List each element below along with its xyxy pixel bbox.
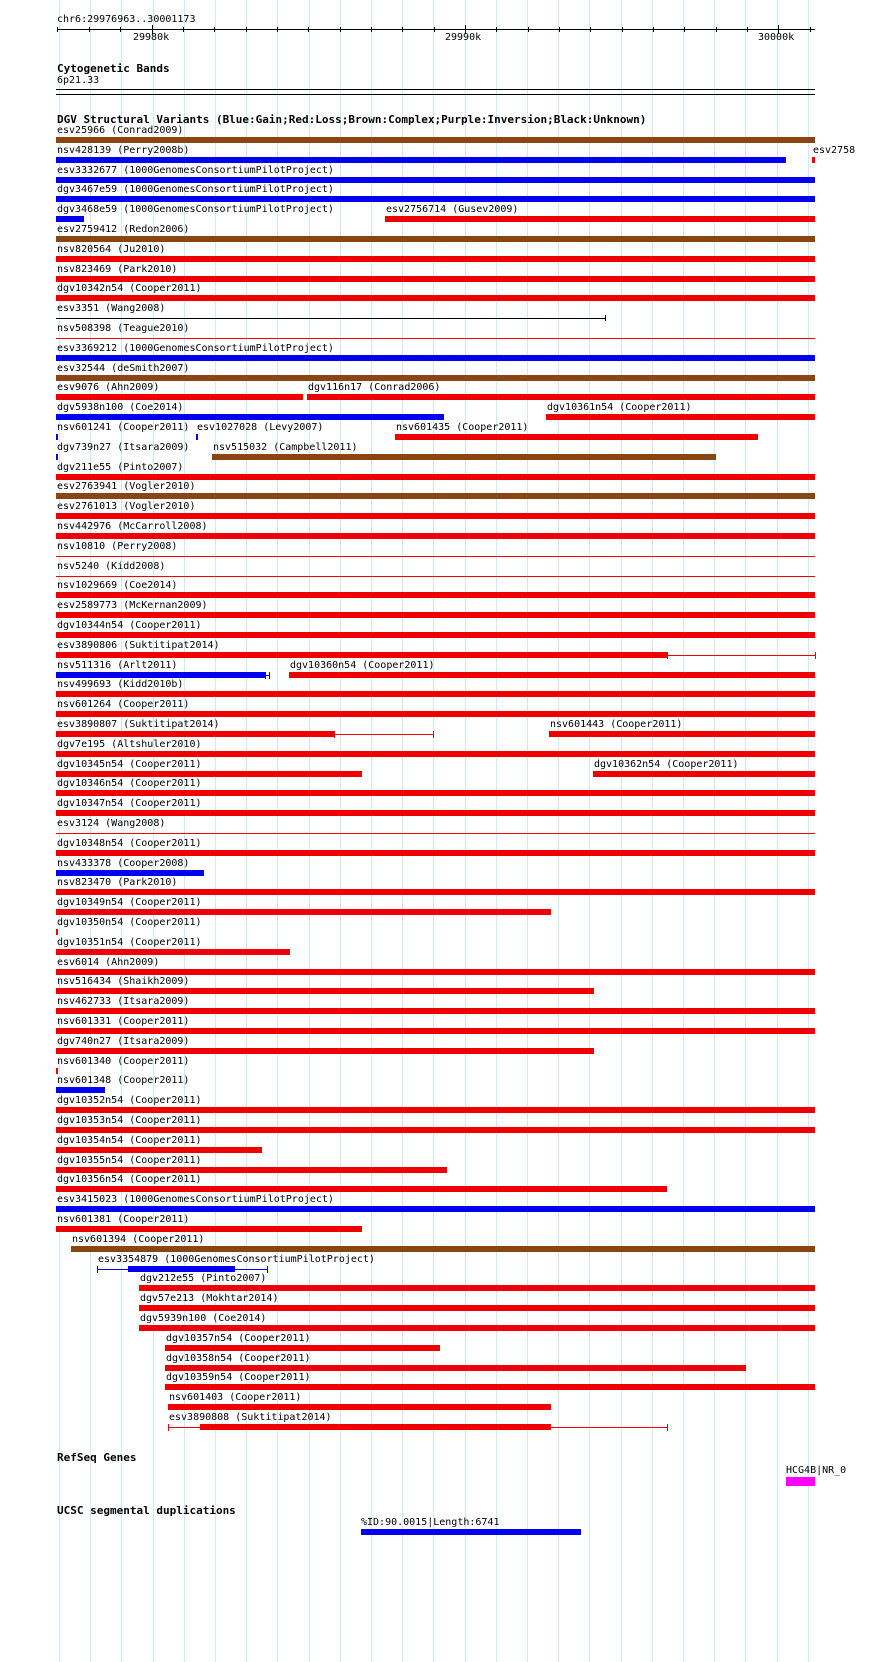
sv-feature-label[interactable]: nsv820564 (Ju2010) (57, 244, 166, 255)
ruler-tick (622, 27, 623, 32)
ruler-tick (120, 27, 121, 32)
sv-feature-bar[interactable] (56, 454, 58, 460)
ruler-tick (57, 27, 58, 32)
grid-line (589, 0, 590, 1662)
sv-feature-bar[interactable] (56, 196, 815, 202)
sv-feature-label[interactable]: nsv601443 (Cooper2011) (550, 719, 683, 730)
sv-feature-bar[interactable] (56, 276, 815, 282)
grid-line (527, 0, 528, 1662)
sv-feature-label[interactable]: nsv601403 (Cooper2011) (169, 1392, 302, 1403)
sv-feature-bar[interactable] (212, 454, 716, 460)
sv-feature-label[interactable]: nsv601348 (Cooper2011) (57, 1075, 190, 1086)
sv-feature-label[interactable]: esv3890808 (Suktitipat2014) (169, 1412, 332, 1423)
sv-feature-label[interactable]: dgv10352n54 (Cooper2011) (57, 1095, 202, 1106)
sv-feature-span[interactable] (667, 655, 815, 656)
sv-feature-bar[interactable] (56, 909, 551, 915)
ruler-tick (246, 27, 247, 32)
ruler-tick (402, 27, 403, 32)
sv-feature-label[interactable]: esv6014 (Ahn2009) (57, 957, 160, 968)
sv-feature-label[interactable]: nsv10810 (Perry2008) (57, 541, 178, 552)
sv-feature-bar[interactable] (56, 711, 815, 717)
sv-feature-label[interactable]: nsv499693 (Kidd2010b) (57, 679, 184, 690)
sv-feature-bar[interactable] (56, 157, 786, 163)
sv-feature-label[interactable]: nsv516434 (Shaikh2009) (57, 976, 190, 987)
sv-feature-bar[interactable] (395, 434, 758, 440)
sv-feature-bar[interactable] (56, 1087, 105, 1093)
sv-feature-bar[interactable] (593, 771, 815, 777)
sv-feature-bar[interactable] (139, 1305, 815, 1311)
sv-feature-label[interactable]: dgv10362n54 (Cooper2011) (594, 759, 739, 770)
refseq-gene-feature[interactable] (786, 1477, 815, 1486)
ruler-tick (559, 27, 560, 32)
sv-feature-bar[interactable] (56, 1206, 815, 1212)
sv-feature-bar[interactable] (71, 1246, 815, 1252)
sv-feature-cap (334, 731, 335, 738)
sv-feature-bar[interactable] (139, 1325, 815, 1331)
sv-feature-label[interactable]: nsv601241 (Cooper2011) (57, 422, 190, 433)
sv-feature-label[interactable]: dgv10358n54 (Cooper2011) (166, 1353, 311, 1364)
sv-feature-bar[interactable] (56, 338, 815, 339)
sv-feature-label[interactable]: esv2761013 (Vogler2010) (57, 501, 196, 512)
sv-feature-label[interactable]: esv2589773 (McKernan2009) (57, 600, 208, 611)
grid-line (777, 0, 778, 1662)
sv-feature-bar[interactable] (56, 1048, 594, 1054)
sv-feature-label[interactable]: nsv601381 (Cooper2011) (57, 1214, 190, 1225)
sv-feature-label[interactable]: nsv1029669 (Coe2014) (57, 580, 178, 591)
ruler-tick (308, 27, 309, 32)
sv-feature-label[interactable]: dgv5938n100 (Coe2014) (57, 402, 184, 413)
sv-feature-bar[interactable] (56, 513, 815, 519)
grid-line (371, 0, 372, 1662)
sv-feature-bar[interactable] (56, 731, 334, 737)
sv-feature-label[interactable]: dgv739n27 (Itsara2009) (57, 442, 190, 453)
sv-feature-label[interactable]: dgv10342n54 (Cooper2011) (57, 283, 202, 294)
sv-feature-label[interactable]: nsv511316 (Arlt2011) (57, 660, 178, 671)
sv-feature-label[interactable]: dgv10348n54 (Cooper2011) (57, 838, 202, 849)
sv-feature-label[interactable]: esv2759412 (Redon2006) (57, 224, 190, 235)
ruler-tick (214, 27, 215, 32)
ruler-tick (89, 27, 90, 32)
sv-feature-cap (168, 1424, 169, 1431)
sv-feature-label[interactable]: nsv601435 (Cooper2011) (396, 422, 529, 433)
sv-feature-bar[interactable] (56, 1068, 58, 1074)
sv-feature-bar[interactable] (56, 969, 815, 975)
sv-feature-label[interactable]: nsv428139 (Perry2008b) (57, 145, 190, 156)
sv-feature-bar[interactable] (56, 810, 815, 816)
sv-feature-bar[interactable] (56, 1147, 262, 1153)
sv-feature-cap (605, 315, 606, 321)
sv-feature-label[interactable]: esv3332677 (1000GenomesConsortiumPilotProject) (57, 165, 334, 176)
sv-feature-bar[interactable] (56, 889, 815, 895)
sv-feature-bar[interactable] (56, 355, 815, 361)
sv-feature-label[interactable]: dgv10355n54 (Cooper2011) (57, 1155, 202, 1166)
ruler-tick (183, 27, 184, 32)
sv-feature-bar[interactable] (546, 414, 815, 420)
sv-feature-label[interactable]: nsv508398 (Teague2010) (57, 323, 190, 334)
ruler-tick (716, 27, 717, 32)
sv-feature-label[interactable]: esv2756714 (Gusev2009) (386, 204, 519, 215)
sv-feature-bar[interactable] (56, 1028, 815, 1034)
sv-feature-label[interactable]: dgv740n27 (Itsara2009) (57, 1036, 190, 1047)
sv-feature-label[interactable]: esv3354879 (1000GenomesConsortiumPilotProject) (98, 1254, 375, 1265)
sv-feature-label[interactable]: dgv10351n54 (Cooper2011) (57, 937, 202, 948)
sv-feature-bar[interactable] (165, 1384, 815, 1390)
sv-feature-bar[interactable] (56, 318, 605, 319)
sv-feature-bar[interactable] (165, 1345, 440, 1351)
sv-feature-label[interactable]: esv3124 (Wang2008) (57, 818, 166, 829)
sv-feature-cap (269, 672, 270, 679)
segdup-feature-label[interactable]: %ID:90.0015|Length:6741 (361, 1517, 500, 1528)
cytoband-line (56, 94, 815, 95)
sv-feature-label[interactable]: nsv462733 (Itsara2009) (57, 996, 190, 1007)
sv-feature-bar[interactable] (196, 434, 198, 440)
sv-feature-label[interactable]: esv2758 (813, 145, 856, 156)
sv-feature-label[interactable]: esv9076 (Ahn2009) (57, 382, 160, 393)
sv-feature-bar[interactable] (56, 474, 815, 480)
sv-feature-bar[interactable] (128, 1266, 235, 1272)
ruler-tick (496, 27, 497, 32)
sv-feature-label[interactable]: nsv515032 (Campbell2011) (213, 442, 358, 453)
sv-feature-label[interactable]: nsv601331 (Cooper2011) (57, 1016, 190, 1027)
sv-feature-bar[interactable] (56, 295, 815, 301)
sv-feature-label[interactable]: dgv10353n54 (Cooper2011) (57, 1115, 202, 1126)
sv-feature-label[interactable]: dgv10349n54 (Cooper2011) (57, 897, 202, 908)
grid-line (652, 0, 653, 1662)
ruler-axis (57, 29, 815, 30)
sv-feature-bar[interactable] (56, 1226, 362, 1232)
sv-feature-cap (667, 1424, 668, 1431)
refseq-gene-label[interactable]: HCG4B|NR_0 (786, 1465, 847, 1476)
ruler-tick (340, 27, 341, 32)
dgv-track-title[interactable]: DGV Structural Variants (Blue:Gain;Red:Loss;Brown:Complex;Purple:Inversion;Black:Unknown) (57, 113, 647, 126)
sv-feature-bar[interactable] (56, 949, 290, 955)
sv-feature-bar[interactable] (168, 1404, 551, 1410)
sv-feature-bar[interactable] (56, 672, 265, 678)
grid-line (340, 0, 341, 1662)
sv-feature-bar[interactable] (289, 672, 815, 678)
sv-feature-bar[interactable] (56, 1186, 667, 1192)
ruler-tick-label: 30000k (758, 32, 795, 43)
cytoband-line (56, 89, 815, 90)
sv-feature-label[interactable]: nsv823469 (Park2010) (57, 264, 178, 275)
sv-feature-label[interactable]: dgv5939n100 (Coe2014) (140, 1313, 267, 1324)
sv-feature-label[interactable]: dgv3467e59 (1000GenomesConsortiumPilotProject) (57, 184, 334, 195)
sv-feature-bar[interactable] (56, 434, 58, 440)
sv-feature-label[interactable]: dgv10356n54 (Cooper2011) (57, 1174, 202, 1185)
sv-feature-bar[interactable] (56, 1167, 447, 1173)
segdup-feature[interactable] (361, 1529, 581, 1535)
grid-line (465, 0, 466, 1662)
sv-feature-bar[interactable] (56, 652, 667, 658)
sv-feature-label[interactable]: nsv442976 (McCarroll2008) (57, 521, 208, 532)
grid-line (745, 0, 746, 1662)
sv-feature-label[interactable]: dgv10357n54 (Cooper2011) (166, 1333, 311, 1344)
grid-line (808, 0, 809, 1662)
ruler-tick (653, 27, 654, 32)
sv-feature-label[interactable]: dgv3468e59 (1000GenomesConsortiumPilotProject) (57, 204, 334, 215)
locus-label: chr6:29976963..30001173 (57, 14, 196, 25)
ruler-tick-label: 29980k (133, 32, 170, 43)
ruler-tick (434, 27, 435, 32)
grid-line (621, 0, 622, 1662)
grid-line (558, 0, 559, 1662)
sv-feature-cap (97, 1266, 98, 1273)
sv-feature-bar[interactable] (56, 1008, 815, 1014)
cytoband-label: 6p21.33 (57, 75, 100, 86)
sv-feature-label[interactable]: dgv211e55 (Pinto2007) (57, 462, 184, 473)
sv-feature-label[interactable]: dgv57e213 (Mokhtar2014) (140, 1293, 279, 1304)
sv-feature-cap (433, 731, 434, 738)
sv-feature-label[interactable]: nsv601394 (Cooper2011) (72, 1234, 205, 1245)
sv-feature-bar[interactable] (56, 771, 362, 777)
sv-feature-bar[interactable] (56, 691, 815, 697)
sv-feature-bar[interactable] (165, 1365, 746, 1371)
sv-feature-bar[interactable] (56, 1107, 815, 1113)
sv-feature-bar[interactable] (385, 216, 815, 222)
sv-feature-cap (815, 652, 816, 659)
ruler-tick (590, 27, 591, 32)
grid-line (433, 0, 434, 1662)
sv-feature-bar[interactable] (812, 157, 815, 163)
grid-line (402, 0, 403, 1662)
sv-feature-label[interactable]: nsv5240 (Kidd2008) (57, 561, 166, 572)
ruler-tick (747, 27, 748, 32)
sv-feature-bar[interactable] (139, 1285, 815, 1291)
sv-feature-bar[interactable] (56, 394, 303, 400)
sv-feature-bar[interactable] (307, 394, 815, 400)
sv-feature-cap (267, 1266, 268, 1273)
segdup-track-title[interactable]: UCSC segmental duplications (57, 1504, 236, 1517)
sv-feature-bar[interactable] (56, 493, 815, 499)
sv-feature-bar[interactable] (56, 988, 594, 994)
sv-feature-bar[interactable] (56, 256, 815, 262)
sv-feature-label[interactable]: esv3890806 (Suktitipat2014) (57, 640, 220, 651)
sv-feature-bar[interactable] (56, 790, 815, 796)
sv-feature-bar[interactable] (56, 833, 815, 834)
ruler-tick (277, 27, 278, 32)
sv-feature-bar[interactable] (56, 137, 815, 143)
sv-feature-bar[interactable] (56, 414, 444, 420)
sv-feature-bar[interactable] (56, 632, 815, 638)
grid-line (496, 0, 497, 1662)
sv-feature-bar[interactable] (56, 556, 815, 557)
ruler-tick-label: 29990k (445, 32, 482, 43)
grid-line (714, 0, 715, 1662)
sv-feature-bar[interactable] (56, 216, 84, 222)
ruler-tick (528, 27, 529, 32)
sv-feature-span[interactable] (334, 734, 433, 735)
sv-feature-label[interactable]: dgv7e195 (Altshuler2010) (57, 739, 202, 750)
sv-feature-bar[interactable] (56, 177, 815, 183)
sv-feature-label[interactable]: dgv10346n54 (Cooper2011) (57, 778, 202, 789)
sv-feature-bar[interactable] (56, 236, 815, 242)
refseq-track-title[interactable]: RefSeq Genes (57, 1451, 137, 1464)
sv-feature-bar[interactable] (200, 1424, 551, 1430)
cytoband-track-title[interactable]: Cytogenetic Bands (57, 62, 170, 75)
sv-feature-bar[interactable] (56, 533, 815, 539)
sv-feature-label[interactable]: dgv10344n54 (Cooper2011) (57, 620, 202, 631)
sv-feature-bar[interactable] (56, 850, 815, 856)
sv-feature-bar[interactable] (56, 592, 815, 598)
sv-feature-label[interactable]: nsv601340 (Cooper2011) (57, 1056, 190, 1067)
sv-feature-label[interactable]: nsv823470 (Park2010) (57, 877, 178, 888)
sv-feature-label[interactable]: esv1027028 (Levy2007) (197, 422, 324, 433)
ruler-tick (371, 27, 372, 32)
sv-feature-label[interactable]: esv3351 (Wang2008) (57, 303, 166, 314)
sv-feature-label[interactable]: dgv10360n54 (Cooper2011) (290, 660, 435, 671)
sv-feature-bar[interactable] (56, 612, 815, 618)
sv-feature-bar[interactable] (549, 731, 815, 737)
sv-feature-cap (265, 672, 266, 679)
sv-feature-label[interactable]: esv3415023 (1000GenomesConsortiumPilotProject) (57, 1194, 334, 1205)
sv-feature-bar[interactable] (56, 751, 815, 757)
sv-feature-bar[interactable] (56, 375, 815, 381)
ruler-tick (810, 27, 811, 32)
sv-feature-bar[interactable] (56, 1127, 815, 1133)
grid-line (683, 0, 684, 1662)
ruler-tick (684, 27, 685, 32)
sv-feature-label[interactable]: dgv116n17 (Conrad2006) (308, 382, 441, 393)
sv-feature-label[interactable]: nsv433378 (Cooper2008) (57, 858, 190, 869)
sv-feature-label[interactable]: esv25966 (Conrad2009) (57, 125, 184, 136)
sv-feature-label[interactable]: dgv10350n54 (Cooper2011) (57, 917, 202, 928)
sv-feature-label[interactable]: esv3369212 (1000GenomesConsortiumPilotProject) (57, 343, 334, 354)
sv-feature-label[interactable]: esv3890807 (Suktitipat2014) (57, 719, 220, 730)
sv-feature-bar[interactable] (56, 929, 58, 935)
sv-feature-cap (667, 652, 668, 659)
sv-feature-label[interactable]: dgv212e55 (Pinto2007) (140, 1273, 267, 1284)
sv-feature-label[interactable]: esv2763941 (Vogler2010) (57, 481, 196, 492)
sv-feature-bar[interactable] (56, 576, 815, 577)
sv-feature-bar[interactable] (56, 870, 204, 876)
sv-feature-label[interactable]: dgv10354n54 (Cooper2011) (57, 1135, 202, 1146)
sv-feature-label[interactable]: dgv10361n54 (Cooper2011) (547, 402, 692, 413)
sv-feature-label[interactable]: nsv601264 (Cooper2011) (57, 699, 190, 710)
sv-feature-label[interactable]: dgv10347n54 (Cooper2011) (57, 798, 202, 809)
sv-feature-label[interactable]: dgv10345n54 (Cooper2011) (57, 759, 202, 770)
sv-feature-label[interactable]: dgv10359n54 (Cooper2011) (166, 1372, 311, 1383)
sv-feature-label[interactable]: esv32544 (deSmith2007) (57, 363, 190, 374)
